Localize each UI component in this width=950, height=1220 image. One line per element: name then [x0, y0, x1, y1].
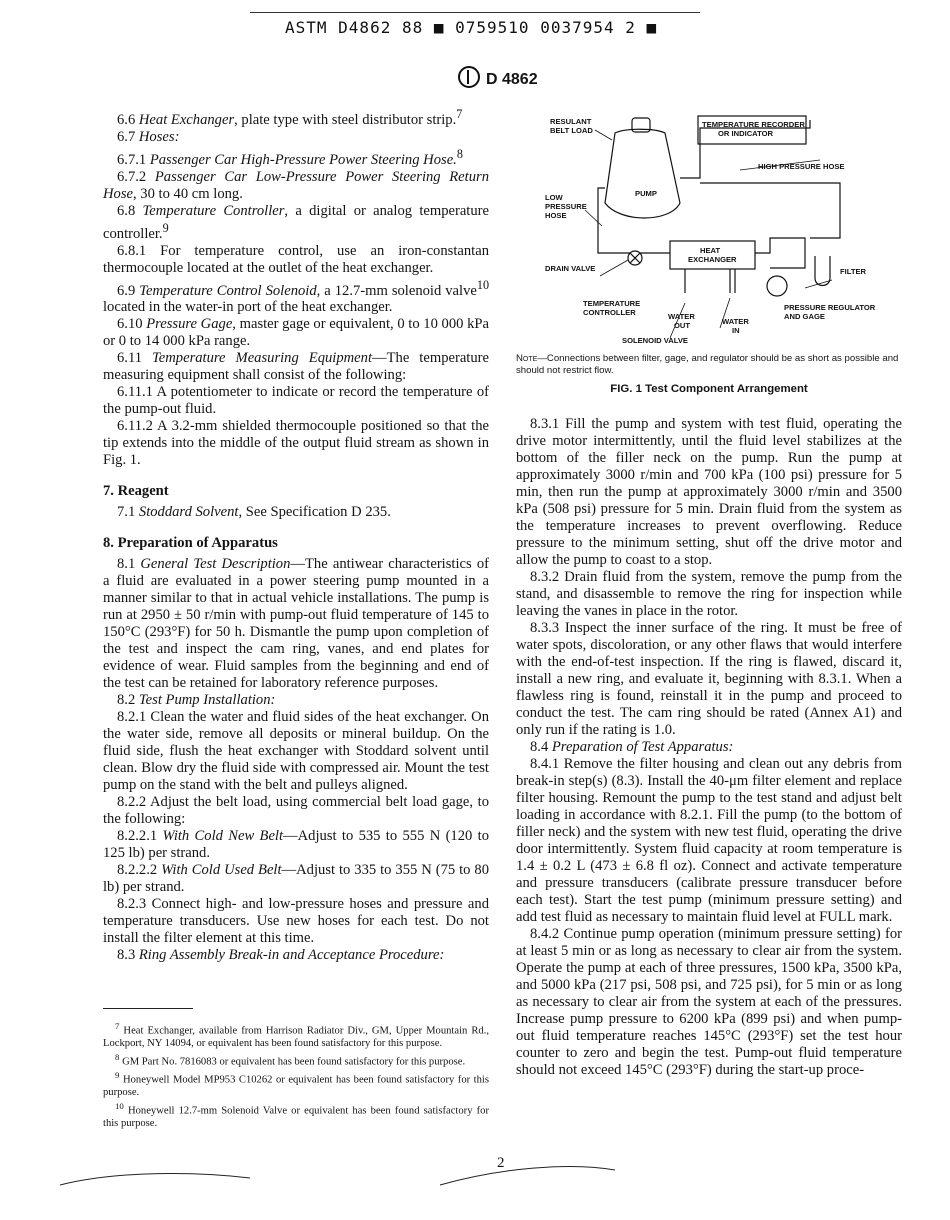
- label-pressure-regulator-1: PRESSURE REGULATOR: [784, 303, 876, 312]
- paragraph: 8.3.1 Fill the pump and system with test fluid, operating the drive motor intermittently, until the fluid level stabilizes at the bottom of the filler neck on the pump. Run the pump at approximately 3000 r/min and 700 kPa (100 psi) pressure for 5 min, then run the pump at approximately 3000 r/min and 3500 kPa (508 psi) pressure for 5 min. Drain fluid from the system as the temperature increases to prevent overflowing. Reduce pressure to the minimum setting, shut off the drive motor and allow the pump to coast to a stop.: [516, 416, 902, 568]
- paragraph: 8.4.2 Continue pump operation (minimum pressure setting) for at least 5 min or as long as necessary to clear air from the system. Operate the pump at each of three pressures, 1500 kPa, 3500 kPa, and 5000 kPa (217 psi, 508 psi, and 725 psi), for 5 min or as long as necessary to clear air from the system at each of the pressures. Increase pump pressure to 6200 kPa (899 psi) and when pump-out fluid temperature reaches 145°C (293°F) set the test hour counter to zero and begin the test. Pump-out fluid temperature should not exceed 145°C (293°F) during the start-up proce-: [516, 926, 902, 1078]
- label-water-in-1: WATER: [722, 317, 749, 326]
- header-rule: [250, 12, 700, 13]
- paragraph: 6.11 Temperature Measuring Equipment—The temperature measuring equipment shall consist of the following:: [103, 350, 489, 384]
- label-high-pressure-hose: HIGH PRESSURE HOSE: [758, 162, 845, 171]
- page-number: 2: [497, 1155, 505, 1171]
- left-column: [103, 106, 489, 964]
- designation-text: D 4862: [486, 71, 538, 88]
- footnote-rule: [103, 1008, 193, 1009]
- footnote: $^7$ Heat Exchanger, available from Harrison Radiator Div., GM, Upper Mountain Rd., Lockport, NY 14094, or equivalent has been found satisfactory for this purpose.: [103, 1021, 489, 1050]
- label-temp-recorder-2: OR INDICATOR: [718, 129, 773, 138]
- label-water-in-2: IN: [732, 326, 740, 335]
- label-pressure-regulator-2: AND GAGE: [784, 312, 825, 321]
- paragraph: 6.11.2 A 3.2-mm shielded thermocouple positioned so that the tip extends into the middle of the output fluid stream as shown in Fig. 1.: [103, 418, 489, 469]
- right-column: [516, 416, 902, 1079]
- paragraph: 8.2.2.2 With Cold Used Belt—Adjust to 335 to 355 N (75 to 80 lb) per strand.: [103, 862, 490, 896]
- pump-body: [605, 129, 680, 218]
- label-pump: PUMP: [635, 189, 657, 198]
- standard-designation: [458, 66, 538, 89]
- paragraph: 6.8.1 For temperature control, use an iron-constantan thermocouple located at the outlet of the heat exchanger.: [103, 242, 489, 276]
- paragraph: 8.2.2 Adjust the belt load, using commercial belt load gage, to the following:: [103, 794, 489, 828]
- scan-artifacts: [0, 1150, 950, 1195]
- paragraph: 6.7.1 Passenger Car High-Pressure Power Steering Hose.$^8$: [117, 146, 463, 168]
- label-heat-exchanger-2: EXCHANGER: [688, 255, 737, 264]
- paragraph: 8.3 Ring Assembly Break-in and Acceptance Procedure:: [117, 947, 445, 964]
- label-low-pressure-1: LOW: [545, 193, 563, 202]
- label-filter: FILTER: [840, 267, 867, 276]
- footnote: $^8$ GM Part No. 7816083 or equivalent has been found satisfactory for this purpose.: [115, 1051, 466, 1068]
- paragraph: 8.2.1 Clean the water and fluid sides of the heat exchanger. On the water side, remove all deposits or mineral buildup. On the fluid side, flush the heat exchanger with Stoddard solvent until clean. Blow dry the fluid side with compressed air. Mount the test pump on the stand with the belt and pulleys aligned.: [103, 709, 489, 794]
- label-low-pressure-3: HOSE: [545, 211, 567, 220]
- label-heat-exchanger-1: HEAT: [700, 246, 721, 255]
- label-water-out-2: OUT: [674, 321, 691, 330]
- figure-caption: FIG. 1 Test Component Arrangement: [610, 383, 808, 395]
- paragraph: 7. Reagent: [103, 483, 169, 500]
- pressure-gage-symbol: [767, 276, 787, 296]
- paragraph: 8.4 Preparation of Test Apparatus:: [530, 739, 734, 755]
- footnote: $^{10}$ Honeywell 12.7-mm Solenoid Valve or equivalent has been found satisfactory for this purpose.: [103, 1100, 489, 1129]
- paragraph: 8.4.1 Remove the filter housing and clean out any debris from break-in step(s) (8.3). Install the 40-μm filter element and replace filter housing. Remount the pump to the test stand and adjust belt loading in accordance with 8.2.1. Fill the pump (to the bottom of filler neck) and the system with new test fluid, operating the drive door intermittently. System fluid capacity at room temperature is 1.4 ± 0.2 L (473 ± 6.8 fl oz). Connect and activate temperature and pressure transducers (calibrate pressure transducer before each test). Start the test pump (minimum pressure setting) and add test fluid as necessary to maintain fluid level at FULL mark.: [516, 756, 902, 925]
- paragraph: 6.6 Heat Exchanger, plate type with steel distributor strip.$^7$: [117, 107, 463, 128]
- paragraph: 7.1 Stoddard Solvent, See Specification D 235.: [117, 504, 391, 521]
- label-drain-valve: DRAIN VALVE: [545, 264, 596, 273]
- scan-header: [0, 0, 950, 44]
- label-low-pressure-2: PRESSURE: [545, 202, 587, 211]
- scan-mark-right: [440, 1166, 615, 1185]
- label-solenoid-valve: SOLENOID VALVE: [622, 336, 688, 345]
- paragraph: 6.7.2 Passenger Car Low-Pressure Power Steering Return Hose, 30 to 40 cm long.: [103, 168, 489, 202]
- label-temp-recorder-1: TEMPERATURE RECORDER: [702, 120, 805, 129]
- barcode-text: ASTM D4862 88 ■ 0759510 0037954 2 ■: [285, 18, 658, 37]
- footnotes: [103, 1020, 489, 1130]
- scan-mark-left: [60, 1174, 250, 1185]
- paragraph: 6.11.1 A potentiometer to indicate or record the temperature of the pump-out fluid.: [103, 384, 489, 418]
- footnote: $^9$ Honeywell Model MP953 C10262 or equivalent has been found satisfactory for this purpose.: [103, 1069, 489, 1098]
- label-temp-controller-1: TEMPERATURE: [583, 299, 641, 308]
- paragraph: 8.3.2 Drain fluid from the system, remove the pump from the stand, and disassemble to remove the ring for inspection while leaving the vanes in place in the rotor.: [516, 569, 902, 619]
- label-belt-load-1: RESULANT: [550, 117, 592, 126]
- paragraph: 8.2.3 Connect high- and low-pressure hoses and pressure and temperature transducers. Use new hoses for each test. Do not install the filter element at this time.: [103, 896, 489, 947]
- label-water-out-1: WATER: [668, 312, 695, 321]
- low-pressure-hose-line: [598, 188, 630, 253]
- paragraph: 8. Preparation of Apparatus: [103, 535, 278, 552]
- water-lines: [685, 269, 735, 293]
- paragraph: 6.10 Pressure Gage, master gage or equivalent, 0 to 10 000 kPa or 0 to 14 000 kPa range.: [103, 316, 490, 350]
- test-component-diagram: [540, 108, 900, 348]
- paragraph: 8.2.2.1 With Cold New Belt—Adjust to 535 to 555 N (120 to 125 lb) per strand.: [103, 828, 489, 862]
- label-belt-load-2: BELT LOAD: [550, 126, 593, 135]
- paragraph: 8.1 General Test Description—The antiwear characteristics of a fluid are evaluated in a power steering pump mounted in a manner similar to that in actual vehicle installations. The pump is run at 2950 ± 50 r/min with pump-out fluid temperature of 145 to 150°C (293°F) for 50 h. Dismantle the pump upon completion of the test and inspect the cam ring, vanes, and end plates for evidence of wear. Fluid samples from the beginning and end of the test can be retained for laboratory reference purposes.: [103, 556, 489, 692]
- astm-logo-icon: [458, 66, 480, 88]
- drain-valve-cross: [630, 253, 640, 263]
- paragraph: 6.7 Hoses:: [117, 128, 180, 145]
- figure-note: Note—Connections between filter, gage, and regulator should be as short as possible and should not restrict flow.: [516, 353, 899, 376]
- label-temp-controller-2: CONTROLLER: [583, 308, 636, 317]
- paragraph: 6.8 Temperature Controller, a digital or analog temperature controller.$^9$: [103, 202, 490, 242]
- paragraph: 6.9 Temperature Control Solenoid, a 12.7-mm solenoid valve$^{10}$ located in the water-in port of the heat exchanger.: [103, 277, 490, 316]
- paragraph: 8.3.3 Inspect the inner surface of the ring. It must be free of water spots, discoloration, or any other flaws that would interfere with the end-of-test inspection. If the ring is flawed, discard it, install a new ring, and evaluate it, beginning with 8.3.1. When a flawless ring is found, reinstall it in the pump and proceed to conduct the test. The cam ring should be rated (Annex A1) and only run if the rating is 1.0.: [516, 620, 902, 738]
- paragraph: 8.2 Test Pump Installation:: [117, 692, 276, 709]
